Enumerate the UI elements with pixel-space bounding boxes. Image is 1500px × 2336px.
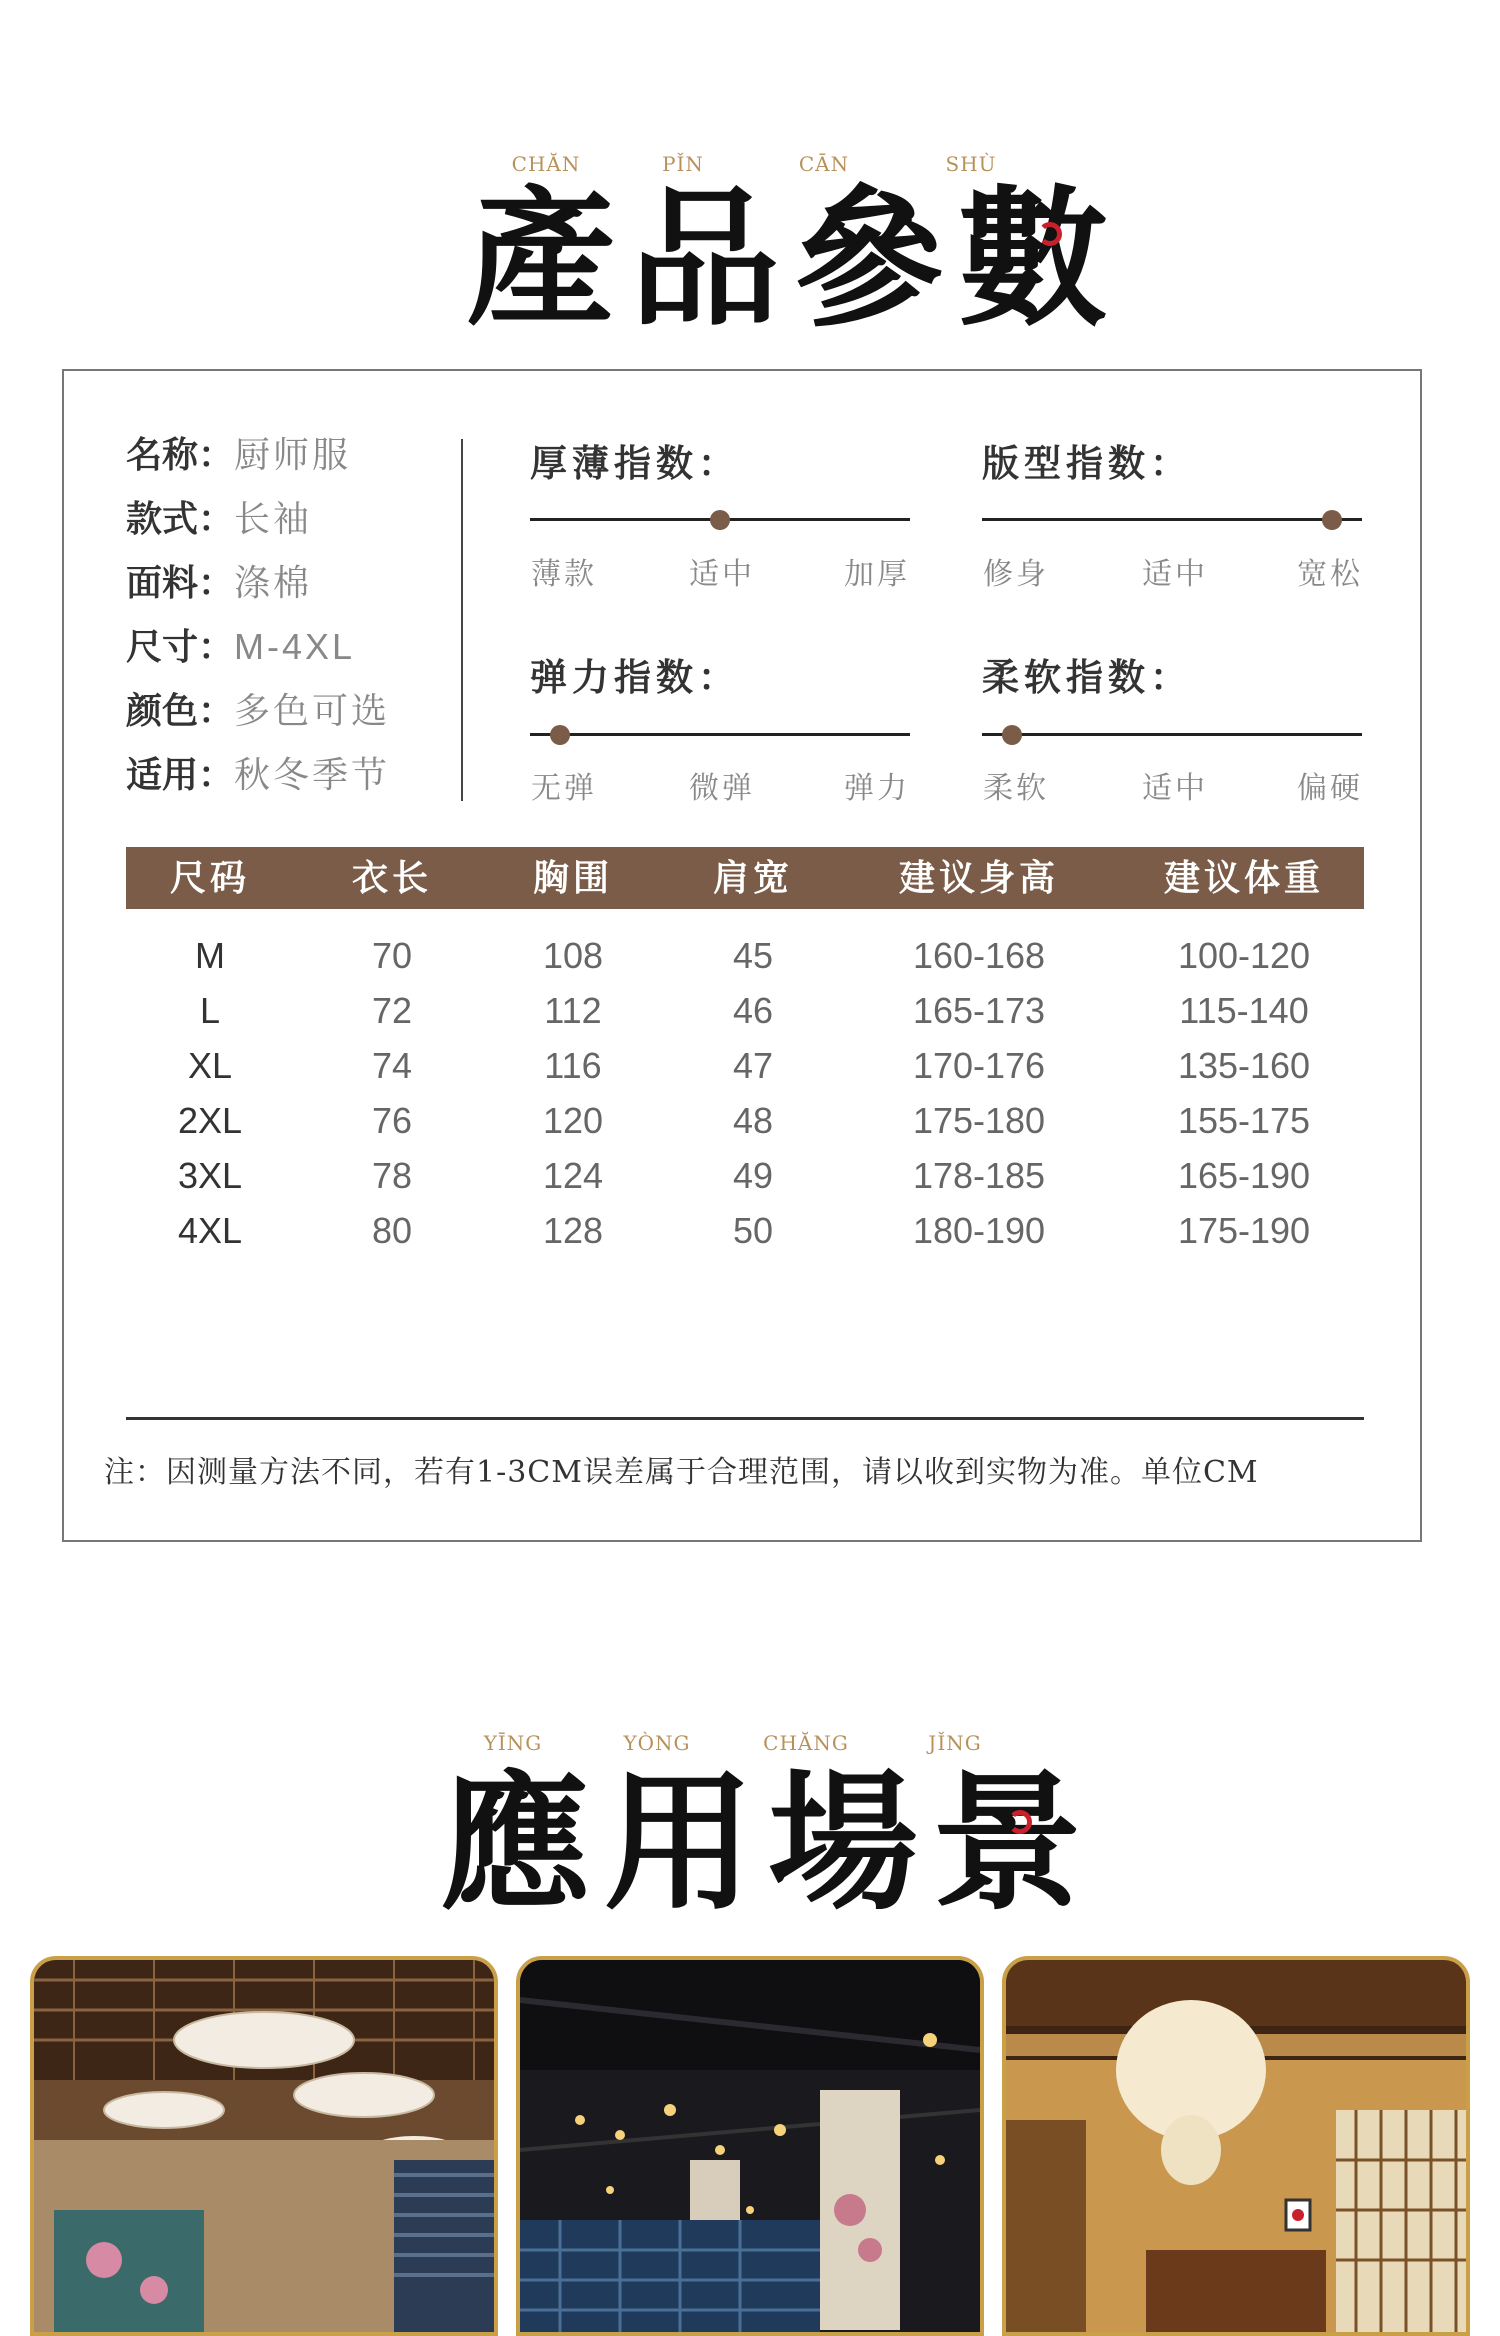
industrial-restaurant-photo <box>516 1956 984 2336</box>
info-value: 厨师服 <box>234 435 352 476</box>
table-cell: 47 <box>732 1045 774 1086</box>
index-label: 薄款 <box>531 557 597 592</box>
pinyin-yong: YÒNG <box>623 1731 691 1755</box>
table-cell: 116 <box>544 1045 602 1086</box>
pinyin-shu: SHÙ <box>945 152 997 176</box>
size-cell: 4XL <box>177 1210 243 1251</box>
index-title: 柔软指数： <box>982 655 1192 699</box>
table-bottom-rule <box>126 1417 1364 1420</box>
info-value: 多色可选 <box>234 691 391 732</box>
size-cell: M <box>195 935 225 976</box>
index-title: 版型指数： <box>982 441 1192 485</box>
table-cell: 160-168 <box>912 935 1046 976</box>
table-header-cell: 衣长 <box>351 857 433 899</box>
table-cell: 120 <box>542 1100 604 1141</box>
industrial-restaurant-illustration <box>520 1960 980 2336</box>
size-cell: L <box>199 990 221 1031</box>
table-header-cell: 肩宽 <box>712 857 794 899</box>
table-cell: 49 <box>732 1155 774 1196</box>
scenes-title: 應用場景 <box>440 1755 1097 1931</box>
table-cell: 165-190 <box>1177 1155 1311 1196</box>
info-value: 涤棉 <box>234 563 313 604</box>
chinese-restaurant-photo <box>30 1956 498 2336</box>
info-key: 名称： <box>126 434 235 476</box>
table-cell: 50 <box>732 1210 774 1251</box>
pinyin-ying: YĪNG <box>483 1731 543 1755</box>
table-cell: 135-160 <box>1177 1045 1311 1086</box>
pinyin-jing: JǏNG <box>928 1731 982 1755</box>
table-header-cell: 建议体重 <box>1163 857 1325 899</box>
size-table-header <box>126 847 1364 909</box>
info-size <box>126 626 356 668</box>
index-label: 无弹 <box>531 771 597 806</box>
info-key: 面料： <box>126 562 235 604</box>
index-label: 弹力 <box>844 771 910 806</box>
info-value: M-4XL <box>234 626 356 667</box>
index-label: 加厚 <box>844 557 910 592</box>
table-cell: 48 <box>732 1100 774 1141</box>
table-cell: 80 <box>371 1210 413 1251</box>
table-header-cell: 建议身高 <box>898 857 1060 899</box>
table-cell: 178-185 <box>912 1155 1046 1196</box>
index-label: 修身 <box>983 557 1049 592</box>
index-track <box>982 518 1362 521</box>
index-slider-dot <box>1002 725 1022 745</box>
index-title: 弹力指数： <box>530 655 740 699</box>
info-name <box>126 434 352 476</box>
table-cell: 76 <box>371 1100 413 1141</box>
table-cell: 46 <box>732 990 774 1031</box>
table-cell: 124 <box>542 1155 604 1196</box>
index-label: 偏硬 <box>1297 771 1363 806</box>
table-cell: 100-120 <box>1177 935 1311 976</box>
table-cell: 180-190 <box>912 1210 1046 1251</box>
pinyin-chan: CHĂN <box>511 152 581 176</box>
chinese-restaurant-illustration <box>34 1960 494 2336</box>
index-slider-dot <box>1322 510 1342 530</box>
pinyin-can: CĀN <box>798 152 850 176</box>
table-cell: 72 <box>371 990 413 1031</box>
info-fabric <box>126 562 313 604</box>
table-cell: 112 <box>544 990 602 1031</box>
index-label: 适中 <box>689 557 755 592</box>
info-value: 秋冬季节 <box>234 755 391 796</box>
index-label: 适中 <box>1142 557 1208 592</box>
table-cell: 45 <box>732 935 774 976</box>
table-cell: 170-176 <box>912 1045 1046 1086</box>
japanese-dining-illustration <box>1006 1960 1466 2336</box>
params-card <box>62 369 1422 1542</box>
index-label: 微弹 <box>689 771 755 806</box>
measurement-note: 注：因测量方法不同，若有1-3CM误差属于合理范围，请以收到实物为准。单位CM <box>104 1455 1259 1490</box>
index-label: 柔软 <box>983 771 1049 806</box>
info-value: 长袖 <box>234 499 313 540</box>
table-cell: 74 <box>371 1045 413 1086</box>
table-cell: 175-190 <box>1177 1210 1311 1251</box>
info-key: 款式： <box>126 498 235 540</box>
info-color <box>126 690 391 732</box>
table-header-cell: 尺码 <box>169 857 251 899</box>
table-cell: 128 <box>542 1210 604 1251</box>
info-key: 颜色： <box>126 690 235 732</box>
page-title: 產品參數 <box>466 171 1123 347</box>
size-cell: XL <box>187 1045 233 1086</box>
info-season <box>126 754 391 796</box>
index-label: 适中 <box>1142 771 1208 806</box>
size-cell: 3XL <box>177 1155 243 1196</box>
table-cell: 108 <box>542 935 604 976</box>
index-slider-dot <box>550 725 570 745</box>
table-header-cell: 胸围 <box>532 857 614 899</box>
size-cell: 2XL <box>177 1100 243 1141</box>
table-cell: 165-173 <box>912 990 1046 1031</box>
table-cell: 78 <box>371 1155 413 1196</box>
table-cell: 70 <box>371 935 413 976</box>
info-key: 适用： <box>126 754 235 796</box>
info-style <box>126 498 313 540</box>
japanese-dining-room-photo <box>1002 1956 1470 2336</box>
table-cell: 175-180 <box>912 1100 1046 1141</box>
title-mark-icon <box>1008 1810 1032 1834</box>
index-track <box>530 733 910 736</box>
index-title: 厚薄指数： <box>530 441 740 485</box>
pinyin-pin: PǏN <box>662 152 704 176</box>
table-cell: 115-140 <box>1179 990 1309 1031</box>
table-cell: 155-175 <box>1177 1100 1311 1141</box>
index-track <box>982 733 1362 736</box>
title-mark-icon <box>1038 222 1062 246</box>
index-slider-dot <box>710 510 730 530</box>
info-key: 尺寸： <box>126 626 235 668</box>
info-divider <box>461 439 463 801</box>
index-label: 宽松 <box>1297 557 1363 592</box>
pinyin-chang: CHĂNG <box>763 1731 849 1755</box>
